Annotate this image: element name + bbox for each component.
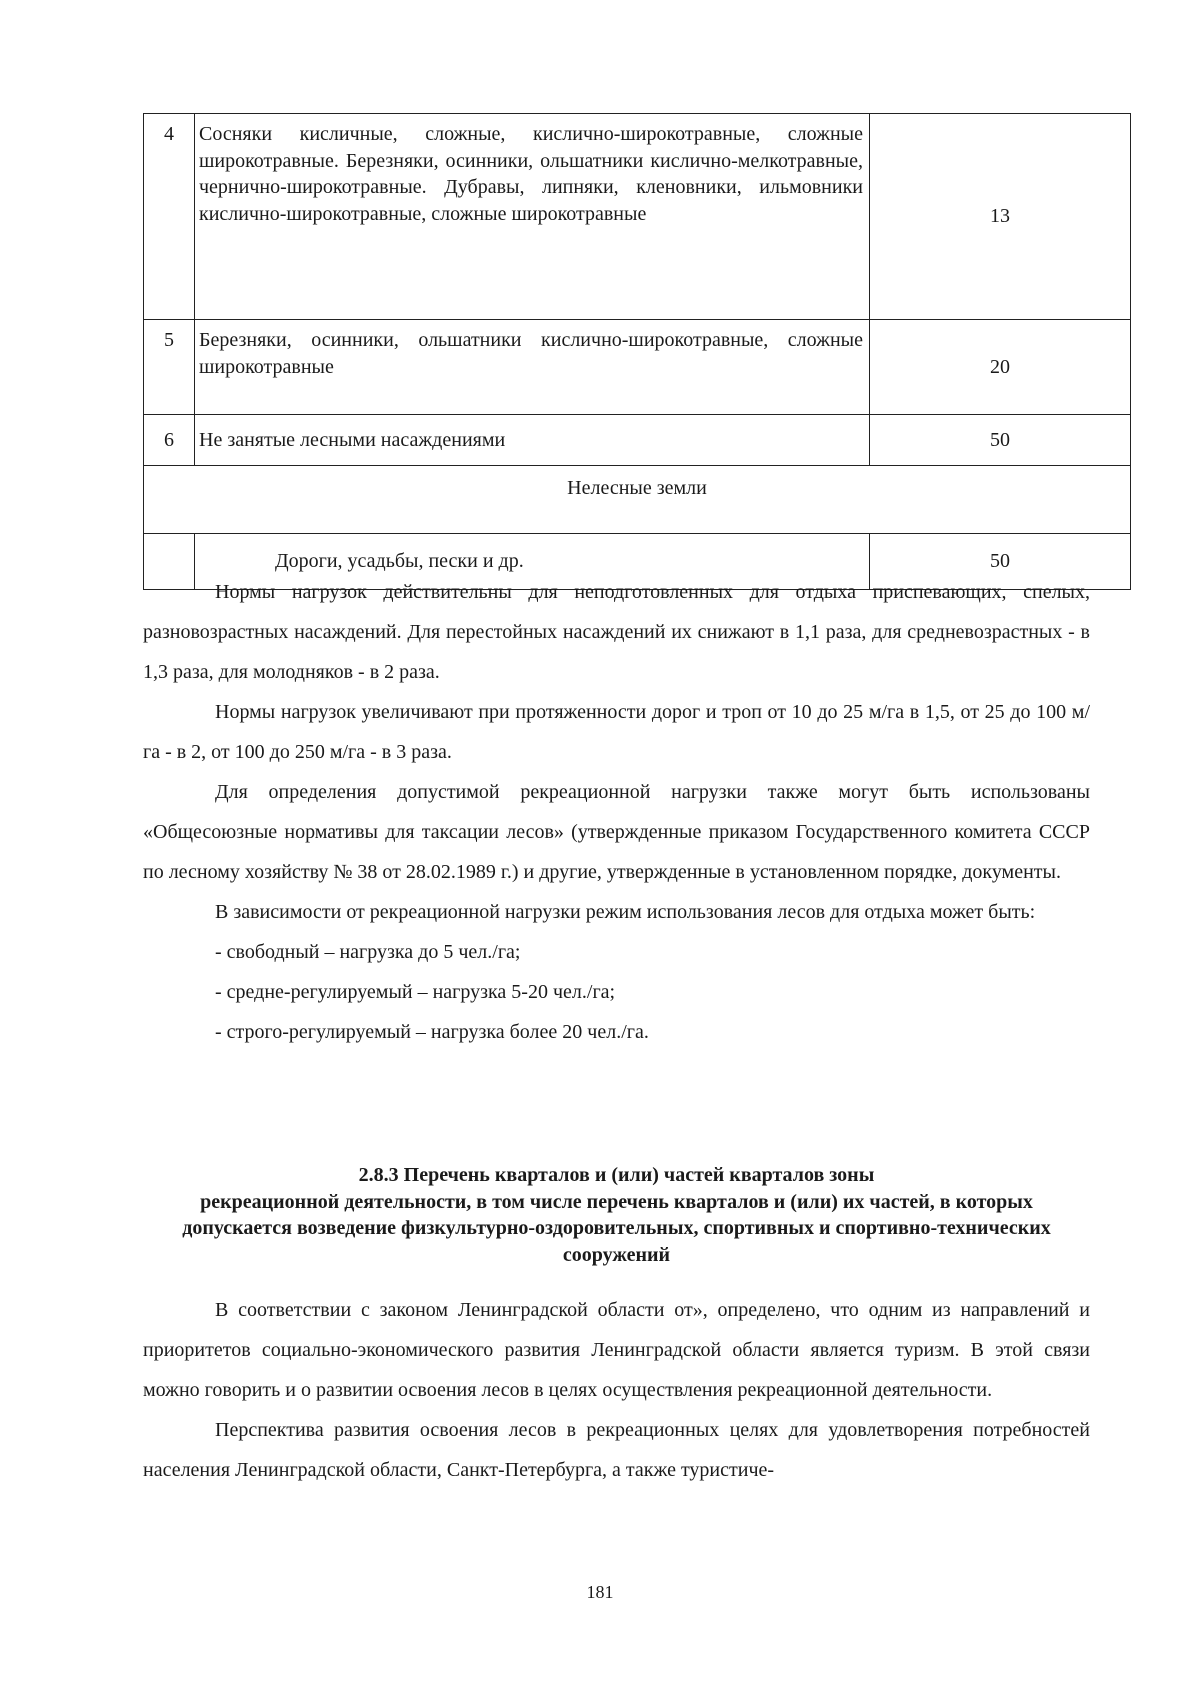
load-value: 13 <box>870 114 1131 320</box>
table-row <box>144 114 1131 320</box>
list-item: - средне-регулируемый – нагрузка 5-20 чел./га; <box>215 981 616 1003</box>
load-value: 50 <box>870 534 1131 590</box>
forest-type-description: Дороги, усадьбы, пески и др. <box>195 534 870 590</box>
paragraph: В соответствии с законом Ленинградской области от», определено, что одним из направлений и приоритетов социально-экономического развития Ленинградской области является туризм. В этой связи можно говорить и о развитии освоения лесов в целях осуществления рекреационной деятельности. <box>143 1299 1090 1401</box>
heading-line: рекреационной деятельности, в том числе перечень кварталов и (или) их частей, в которых допускается возведение физкультурно-оздоровительных, спортивных и спортивно-технических сооружений <box>182 1190 1051 1266</box>
table-row <box>144 320 1131 415</box>
page-number: 181 <box>586 1582 614 1602</box>
row-number: 5 <box>144 320 195 415</box>
paragraph: Для определения допустимой рекреационной нагрузки также могут быть использованы «Общесоюзные нормативы для таксации лесов» (утвержденные приказом Государственного комитета СССР по лесному хозяйству № 38 от 28.02.1989 г.) и другие, утвержденные в установленном порядке, документы. <box>143 781 1090 883</box>
load-value: 50 <box>870 415 1131 466</box>
section-heading <box>143 1162 1090 1268</box>
paragraph: Нормы нагрузок действительны для неподготовленных для отдыха приспевающих, спелых, разновозрастных насаждений. Для перестойных насаждений их снижают в 1,1 раза, для средневозрастных - в 1,3 раза, для молодняков - в 2 раза. <box>143 581 1090 683</box>
list-item: - свободный – нагрузка до 5 чел./га; <box>215 941 521 963</box>
body-text-block <box>143 1290 1090 1490</box>
table-section-row <box>144 466 1131 534</box>
paragraph: Перспектива развития освоения лесов в рекреационных целях для удовлетворения потребностей населения Ленинградской области, Санкт-Петербурга, а также туристиче- <box>143 1419 1090 1481</box>
body-text-block <box>143 572 1090 1052</box>
paragraph: Нормы нагрузок увеличивают при протяженности дорог и троп от 10 до 25 м/га в 1,5, от 25 до 100 м/га - в 2, от 100 до 250 м/га - в 3 раза. <box>143 701 1090 763</box>
heading-line: 2.8.3 Перечень кварталов и (или) частей кварталов зоны <box>358 1164 875 1186</box>
row-number: 4 <box>144 114 195 320</box>
load-value: 20 <box>870 320 1131 415</box>
table-row <box>144 415 1131 466</box>
forest-type-description: Березняки, осинники, ольшатники кислично-широкотравные, сложные широкотравные <box>195 320 870 415</box>
list-item: - строго-регулируемый – нагрузка более 20 чел./га. <box>215 1021 649 1043</box>
forest-type-description: Сосняки кисличные, сложные, кислично-широкотравные, сложные широкотравные. Березняки, осинники, ольшатники кислично-мелкотравные, чернично-широкотравные. Дубравы, липняки, кленовники, ильмовники кислично-широкотравные, сложные широкотравные <box>195 114 870 320</box>
section-title: Нелесные земли <box>144 466 1131 534</box>
row-number: 6 <box>144 415 195 466</box>
paragraph: В зависимости от рекреационной нагрузки режим использования лесов для отдыха может быть: <box>215 901 1036 923</box>
recreation-load-table <box>143 113 1131 590</box>
forest-type-description: Не занятые лесными насаждениями <box>195 415 870 466</box>
